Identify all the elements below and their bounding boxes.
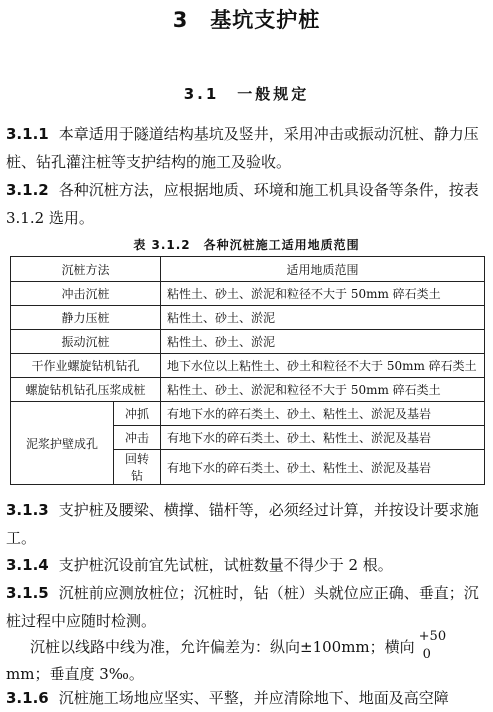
clause-number: 3.1.6 [6,689,49,707]
table-caption: 表 3.1.2 各种沉桩施工适用地质范围 [133,238,360,252]
tolerance-text: 沉桩以线路中线为准，允许偏差为：纵向±100mm；横向 [30,638,415,656]
cell-range: 地下水位以上粘性土、砂土和粒径不大于 50mm 碎石类土 [161,354,485,378]
table-row [11,402,485,426]
cell-sub-method: 回转钻 [114,450,161,485]
cell-method: 干作业螺旋钻机钻孔 [11,354,161,378]
cell-range: 粘性土、砂土、淤泥 [161,330,485,354]
table-row [11,378,485,402]
cell-sub-method: 冲抓 [114,402,161,426]
cell-group-method: 泥浆护壁成孔 [11,402,114,485]
cell-method: 螺旋钻机钻孔压浆成桩 [11,378,161,402]
clause-3-1-1 [6,120,490,176]
table-header-row [11,257,485,282]
cell-method: 冲击沉桩 [11,282,161,306]
clause-number: 3.1.2 [6,181,49,199]
chapter-title: 3 基坑支护桩 [172,8,321,32]
clause-text: 支护桩沉设前宜先试桩，试桩数量不得少于 2 根。 [58,556,393,574]
clause-text: 沉桩前应测放桩位；沉桩时，钻（桩）头就位应正确、垂直；沉桩过程中应随时检测。 [6,584,479,630]
clause-3-1-4 [6,551,490,579]
section-title: 3.1 一般规定 [183,85,310,103]
cell-method: 静力压桩 [11,306,161,330]
clause-3-1-2 [6,176,490,232]
cell-range: 有地下水的碎石类土、砂土、粘性土、淤泥及基岩 [161,426,485,450]
cell-method: 振动沉桩 [11,330,161,354]
header-method: 沉桩方法 [11,257,161,282]
cell-sub-method: 冲击 [114,426,161,450]
tolerance-text-cont: mm；垂直度 3‰。 [6,665,144,683]
clause-number: 3.1.3 [6,501,49,519]
table-row [11,330,485,354]
fraction-upper: +50 [418,629,447,644]
table-row [11,282,485,306]
clause-3-1-6 [6,684,490,712]
header-range: 适用地质范围 [161,257,485,282]
table-row [11,354,485,378]
clause-text: 各种沉桩方法，应根据地质、环境和施工机具设备等条件，按表 3.1.2 选用。 [6,181,479,227]
fraction-lower: 0 [422,647,431,662]
cell-range: 有地下水的碎石类土、砂土、粘性土、淤泥及基岩 [161,402,485,426]
clause-text: 本章适用于隧道结构基坑及竖井，采用冲击或振动沉桩、静力压桩、钻孔灌注桩等支护结构的施工及验收。 [6,125,479,171]
clause-number: 3.1.1 [6,125,49,143]
cell-range: 有地下水的碎石类土、砂土、粘性土、淤泥及基岩 [161,450,485,485]
cell-range: 粘性土、砂土、淤泥和粒径不大于 50mm 碎石类土 [161,378,485,402]
clause-3-1-5 [6,579,490,635]
cell-range: 粘性土、砂土、淤泥和粒径不大于 50mm 碎石类土 [161,282,485,306]
table-row [11,306,485,330]
geology-table [10,256,485,485]
clause-text: 沉桩施工场地应坚实、平整，并应清除地下、地面及高空障 [58,689,449,707]
clause-number: 3.1.4 [6,556,49,574]
clause-text: 支护桩及腰梁、横撑、锚杆等，必须经过计算，并按设计要求施工。 [6,501,479,547]
cell-range: 粘性土、砂土、淤泥 [161,306,485,330]
clause-3-1-3 [6,496,490,552]
clause-number: 3.1.5 [6,584,49,602]
